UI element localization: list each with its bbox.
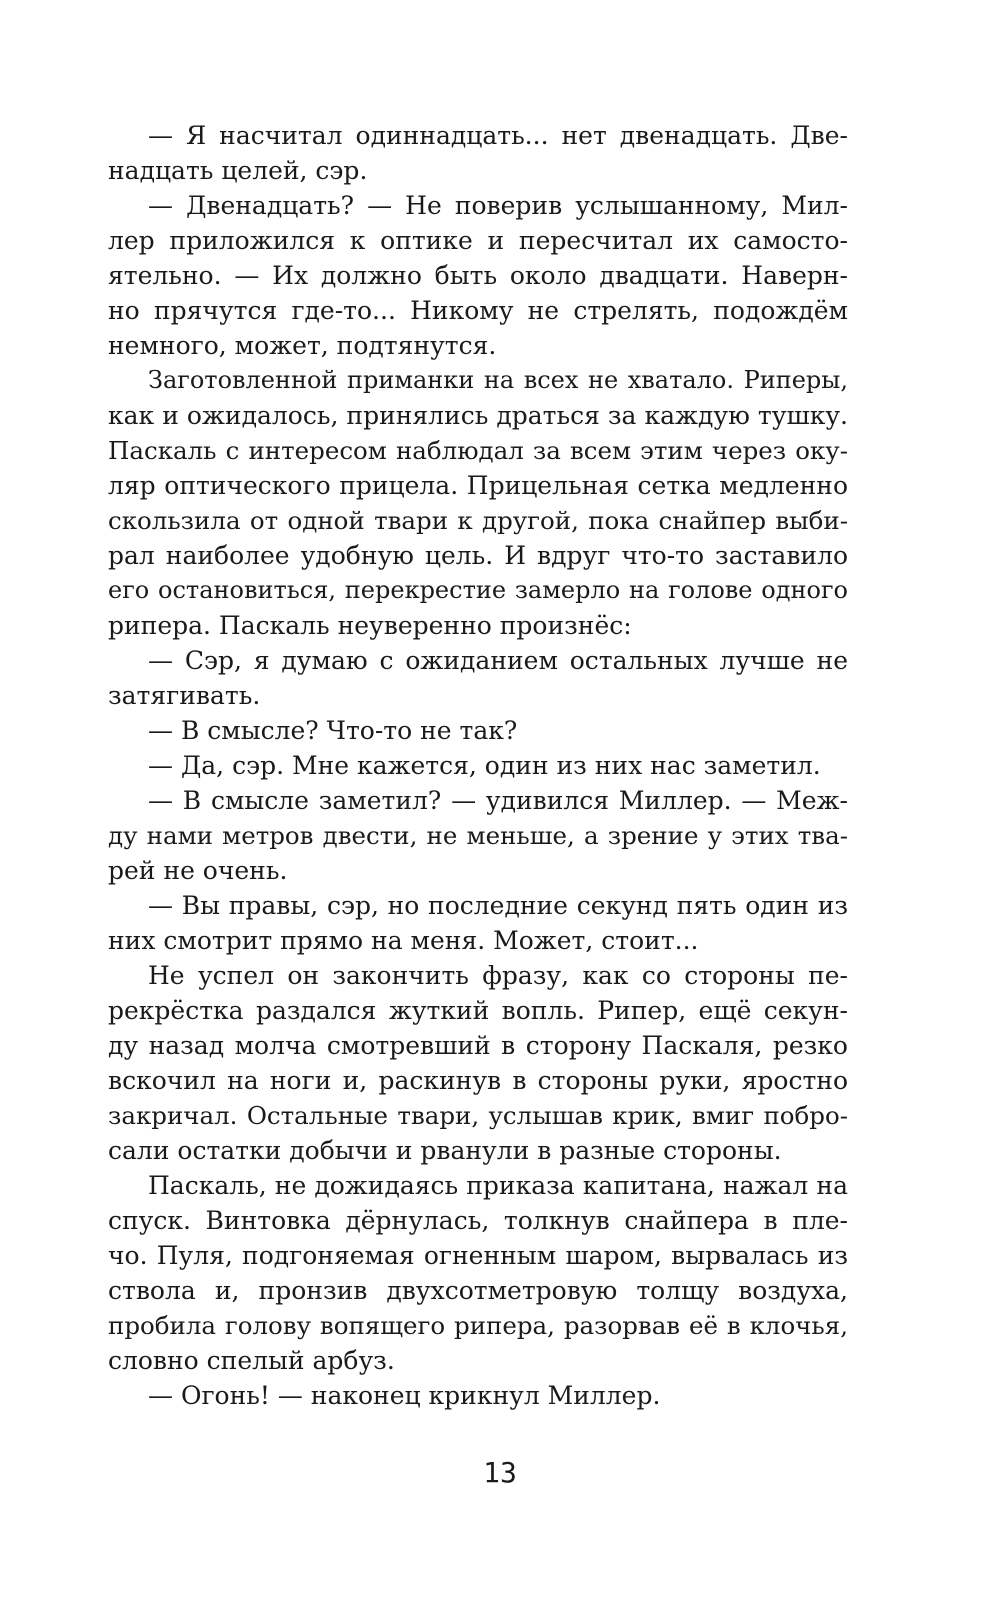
text-line: рипера. Паскаль неуверенно произнёс: — [108, 611, 632, 640]
text-line: ду назад молча смотревший в сторону Паскаля, резко — [108, 1031, 848, 1060]
text-line: вскочил на ноги и, раскинув в стороны руки, яростно — [108, 1066, 848, 1095]
text-line: его остановиться, перекрестие замерло на голове одного — [108, 576, 848, 604]
text-line: — Да, сэр. Мне кажется, один из них нас заметил. — [148, 751, 821, 780]
text-line: Паскаль с интересом наблюдал за всем этим через оку- — [108, 436, 848, 465]
text-line: надцать целей, сэр. — [108, 156, 368, 185]
text-line: чо. Пуля, подгоняемая огненным шаром, вырвалась из — [108, 1241, 848, 1270]
text-line: немного, может, подтянутся. — [108, 331, 497, 360]
body-text — [108, 118, 848, 1413]
text-line: но прячутся где-то... Никому не стрелять, подождём — [108, 296, 848, 325]
text-line: — В смысле? Что-то не так? — [148, 716, 518, 745]
text-line: спуск. Винтовка дёрнулась, толкнув снайпера в пле- — [108, 1206, 848, 1235]
text-line: ятельно. — Их должно быть около двадцати. Наверн- — [108, 261, 848, 290]
text-line: — Огонь! — наконец крикнул Миллер. — [148, 1381, 661, 1410]
text-line: пробила голову вопящего рипера, разорвав её в клочья, — [108, 1311, 848, 1340]
text-line: рекрёстка раздался жуткий вопль. Рипер, ещё секун- — [108, 996, 848, 1025]
text-line: скользила от одной твари к другой, пока снайпер выби- — [108, 506, 848, 535]
text-line: рей не очень. — [108, 856, 288, 885]
text-line: лер приложился к оптике и пересчитал их самосто- — [108, 226, 848, 255]
text-line: сали остатки добычи и рванули в разные стороны. — [108, 1136, 782, 1165]
text-line: — Вы правы, сэр, но последние секунд пять один из — [148, 891, 848, 920]
text-line: Заготовленной приманки на всех не хватало. Риперы, — [148, 366, 848, 394]
page-number: 13 — [483, 1456, 517, 1489]
text-line: закричал. Остальные твари, услышав крик, вмиг побро- — [108, 1101, 848, 1130]
text-line: Паскаль, не дожидаясь приказа капитана, нажал на — [148, 1171, 848, 1200]
text-line: ду нами метров двести, не меньше, а зрение у этих тва- — [108, 821, 848, 850]
text-line: них смотрит прямо на меня. Может, стоит... — [108, 926, 699, 955]
text-line: как и ожидалось, принялись драться за каждую тушку. — [108, 401, 848, 430]
text-line: — Я насчитал одиннадцать... нет двенадцать. Две- — [148, 121, 848, 150]
text-line: затягивать. — [108, 681, 261, 710]
text-line: рал наиболее удобную цель. И вдруг что-то заставило — [108, 541, 848, 570]
text-line: ляр оптического прицела. Прицельная сетка медленно — [108, 471, 848, 500]
text-line: ствола и, пронзив двухсотметровую толщу воздуха, — [108, 1276, 848, 1305]
text-line: словно спелый арбуз. — [108, 1346, 395, 1375]
text-line: — В смысле заметил? — удивился Миллер. — Меж- — [148, 786, 848, 815]
text-line: Не успел он закончить фразу, как со стороны пе- — [148, 961, 848, 990]
text-line: — Сэр, я думаю с ожиданием остальных лучше не — [148, 646, 848, 675]
text-line: — Двенадцать? — Не поверив услышанному, Мил- — [148, 191, 848, 220]
